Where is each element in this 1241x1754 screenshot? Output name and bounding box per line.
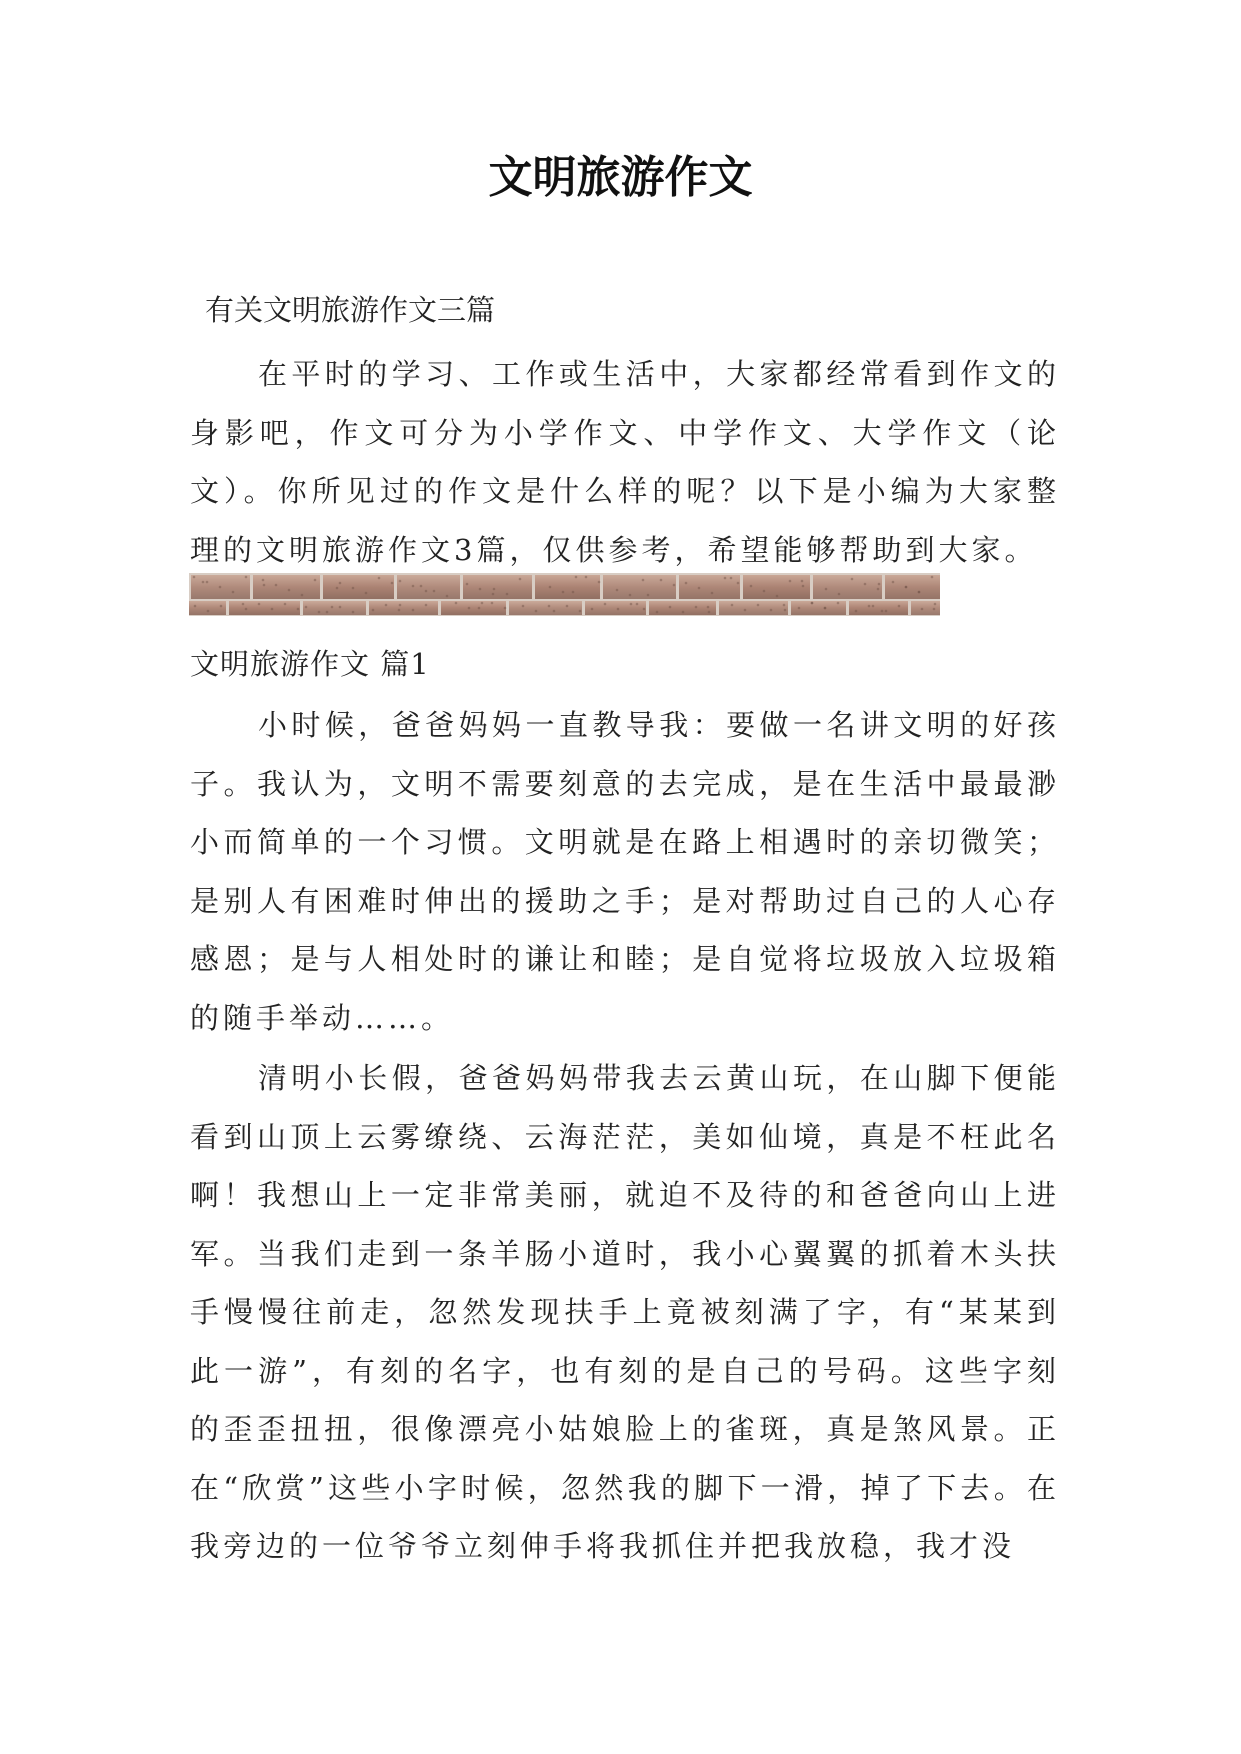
stone-speckle [206, 581, 209, 584]
stone-block [849, 601, 908, 615]
stone-speckle [575, 576, 578, 579]
stone-block [323, 575, 394, 599]
stone-block [229, 601, 300, 615]
stone-speckle [339, 606, 342, 609]
stone-speckle [776, 595, 779, 598]
stone-speckle [412, 585, 415, 588]
stone-speckle [398, 609, 401, 612]
stone-speckle [898, 605, 901, 608]
stone-speckle [934, 603, 937, 606]
stone-block [303, 601, 366, 615]
stone-speckle [193, 576, 196, 579]
stone-speckle [757, 604, 760, 607]
stone-speckle [851, 578, 854, 581]
stone-speckle [493, 588, 496, 591]
stone-speckle [378, 577, 381, 580]
stone-speckle [352, 587, 355, 590]
stone-block [369, 601, 438, 615]
stone-speckle [399, 580, 402, 583]
stone-speckle [425, 604, 428, 607]
stone-block [397, 575, 460, 599]
stone-speckle [918, 591, 921, 594]
stone-speckle [553, 610, 556, 613]
stone-speckle [479, 588, 482, 591]
section-1-heading: 文明旅游作文 篇1 [190, 647, 430, 681]
stone-block [719, 601, 788, 615]
stone-speckle [579, 610, 582, 613]
stone-speckle [643, 608, 646, 611]
stone-speckle [591, 608, 594, 611]
stone-speckle [245, 576, 248, 579]
stone-block [441, 601, 506, 615]
stone-block [603, 575, 676, 599]
stone-block [535, 575, 600, 599]
stone-speckle [708, 611, 711, 614]
stone-speckle [339, 582, 342, 585]
stone-speckle [535, 610, 538, 613]
stone-speckle [905, 586, 908, 589]
stone-speckle [263, 584, 266, 587]
stone-speckle [326, 611, 329, 614]
stone-speckle [242, 603, 245, 606]
stone-speckle [492, 593, 495, 596]
stone-speckle [784, 609, 787, 612]
stone-speckle [868, 605, 871, 608]
stone-block [509, 601, 582, 615]
stone-speckle [731, 604, 734, 607]
stone-speckle [698, 587, 701, 590]
stone-speckle [219, 586, 222, 589]
stone-speckle [636, 603, 639, 606]
stone-speckle [202, 581, 205, 584]
stone-speckle [519, 578, 522, 581]
stone-wall-image [189, 573, 940, 616]
stone-speckle [318, 611, 321, 614]
stone-speckle [730, 577, 733, 580]
document-subtitle: 有关文明旅游作文三篇 [205, 293, 496, 327]
stone-speckle [660, 579, 663, 582]
stone-speckle [288, 589, 291, 592]
document-title: 文明旅游作文 [488, 152, 753, 203]
stone-speckle [616, 589, 619, 592]
stone-speckle [504, 607, 507, 610]
stone-speckle [892, 581, 895, 584]
stone-speckle [642, 579, 645, 582]
stone-speckle [425, 590, 428, 593]
stone-block [463, 575, 532, 599]
stone-speckle [481, 602, 484, 605]
stone-speckle [789, 580, 792, 583]
stone-block [885, 575, 940, 599]
stone-speckle [446, 595, 449, 598]
stone-speckle [433, 590, 436, 593]
stone-speckle [491, 602, 494, 605]
stone-speckle [811, 602, 814, 605]
stone-speckle [598, 581, 601, 584]
stone-speckle [522, 605, 525, 608]
stone-speckle [262, 579, 265, 582]
stone-speckle [297, 608, 300, 611]
stone-speckle [301, 594, 304, 597]
stone-speckle [801, 580, 804, 583]
stone-speckle [798, 607, 801, 610]
stone-speckle [881, 610, 884, 613]
stone-speckle [750, 585, 753, 588]
stone-speckle [783, 604, 786, 607]
stone-speckle [695, 606, 698, 609]
stone-speckle [284, 603, 287, 606]
stone-speckle [194, 605, 197, 608]
stone-speckle [877, 588, 880, 591]
stone-speckle [838, 593, 841, 596]
stone-speckle [468, 607, 471, 610]
stone-speckle [412, 609, 415, 612]
stone-speckle [802, 585, 805, 588]
stone-speckle [305, 606, 308, 609]
stone-speckle [629, 594, 632, 597]
stone-speckle [825, 588, 828, 591]
stone-speckle [885, 610, 888, 613]
stone-speckle [314, 579, 317, 582]
stone-speckle [763, 590, 766, 593]
intro-paragraph: 在平时的学习、工作或生活中，大家都经常看到作文的身影吧，作文可分为小学作文、中学作文、大学作文（论文）。你所见过的作文是什么样的呢？以下是小编为大家整理的文明旅游作文3篇，仅供参考，希望能够帮助到大家。 [190, 357, 1060, 567]
stone-speckle [878, 583, 881, 586]
stone-speckle [331, 606, 334, 609]
stone-speckle [372, 609, 375, 612]
stone-speckle [604, 603, 607, 606]
stone-speckle [245, 608, 248, 611]
stone-speckle [258, 603, 261, 606]
stone-block [253, 575, 320, 599]
stone-speckle [232, 591, 235, 594]
stone-speckle [824, 607, 827, 610]
stone-speckle [478, 607, 481, 610]
stone-speckle [669, 606, 672, 609]
stone-speckle [271, 608, 274, 611]
stone-speckle [548, 605, 551, 608]
stone-speckle [562, 591, 565, 594]
stone-speckle [385, 604, 388, 607]
stone-speckle [737, 582, 740, 585]
stone-speckle [549, 586, 552, 589]
stone-speckle [707, 606, 710, 609]
stone-speckle [365, 592, 368, 595]
section-1-paragraph-1: 小时候，爸爸妈妈一直教导我：要做一名讲文明的好孩子。我认为，文明不需要刻意的去完成，是在生活中最最渺小而简单的一个习惯。文明就是在路上相遇时的亲切微笑；是别人有困难时伸出的援助之手；是对帮助过自己的人心存感恩；是与人相处时的谦让和睦；是自觉将垃圾放入垃圾箱的随手举动……。 [190, 708, 1060, 1035]
stone-speckle [711, 592, 714, 595]
stone-speckle [617, 608, 620, 611]
stone-speckle [630, 603, 633, 606]
stone-speckle [673, 584, 676, 587]
stone-speckle [685, 582, 688, 585]
stone-speckle [506, 593, 509, 596]
stone-speckle [921, 608, 924, 611]
stone-speckle [682, 611, 685, 614]
stone-speckle [864, 583, 867, 586]
stone-speckle [724, 577, 727, 580]
stone-block [813, 575, 882, 599]
stone-speckle [391, 582, 394, 585]
stone-speckle [566, 605, 569, 608]
stone-speckle [220, 605, 223, 608]
stone-speckle [420, 585, 423, 588]
stone-speckle [352, 611, 355, 614]
stone-speckle [770, 609, 773, 612]
stone-speckle [275, 584, 278, 587]
stone-speckle [872, 605, 875, 608]
stone-speckle [647, 594, 650, 597]
stone-speckle [933, 608, 936, 611]
stone-speckle [855, 610, 858, 613]
section-1-paragraph-2: 清明小长假，爸爸妈妈带我去云黄山玩，在山脚下便能看到山顶上云雾缭绕、云海茫茫，美如仙境，真是不枉此名啊！我想山上一定非常美丽，就迫不及待的和爸爸向山上进军。当我们走到一条羊肠小道时，我小心翼翼的抓着木头扶手慢慢往前走，忽然发现扶手上竟被刻满了字，有“某某到此一游”，有刻的名字，也有刻的是自己的号码。这些字刻的歪歪扭扭，很像漂亮小姑娘脸上的雀斑，真是煞风景。正在“欣赏”这些小字时候，忽然我的脚下一滑，掉了下去。在我旁边的一位爷爷立刻伸手将我抓住并把我放稳，我才没 [190, 1061, 1060, 1563]
stone-speckle [207, 610, 210, 613]
stone-speckle [336, 587, 339, 590]
stone-speckle [585, 576, 588, 579]
stone-speckle [837, 602, 840, 605]
stone-speckle [466, 583, 469, 586]
stone-speckle [931, 576, 934, 579]
stone-block [189, 601, 226, 615]
stone-speckle [455, 602, 458, 605]
stone-speckle [399, 604, 402, 607]
stone-speckle [656, 611, 659, 614]
stone-speckle [572, 591, 575, 594]
stone-speckle [744, 609, 747, 612]
